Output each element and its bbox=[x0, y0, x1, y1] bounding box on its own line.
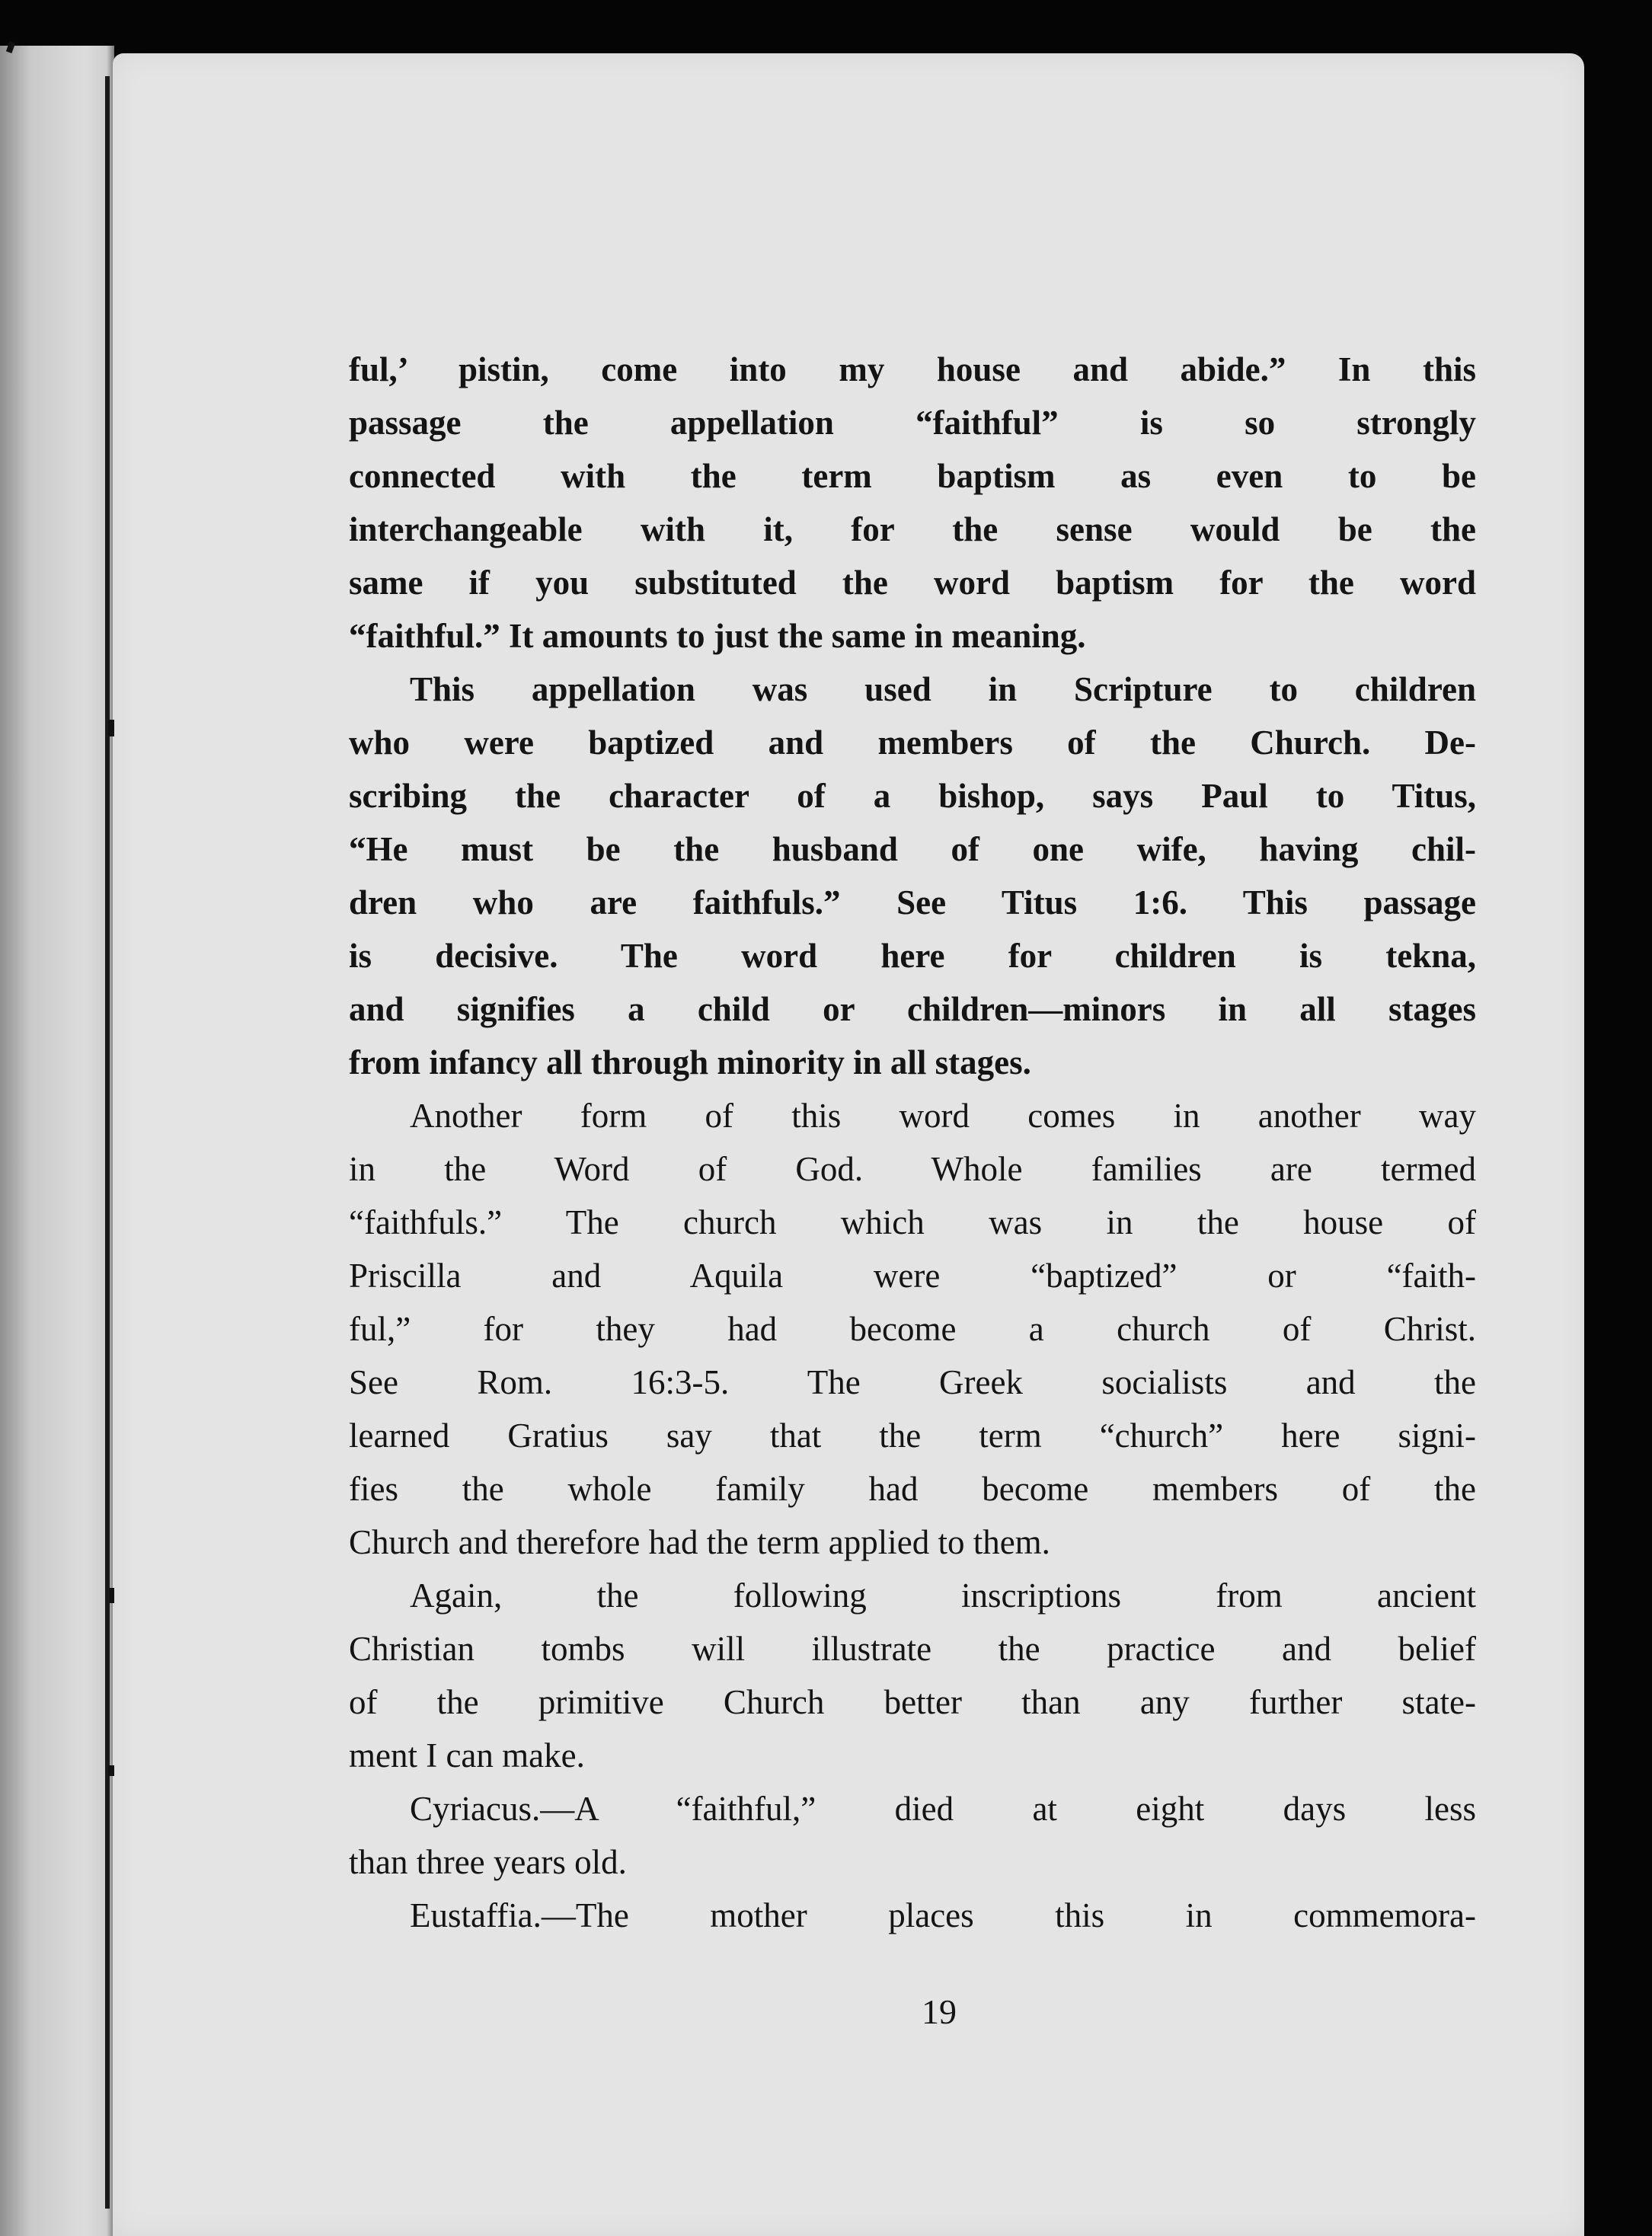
scan-artifact bbox=[108, 1765, 114, 1776]
page-body-text bbox=[349, 343, 1476, 1942]
scan-artifact bbox=[108, 720, 114, 736]
paragraph bbox=[349, 1782, 1476, 1889]
text-line: passage the appellation “faithful” is so strongly bbox=[349, 404, 1476, 442]
text-line: See Rom. 16:3-5. The Greek socialists and the bbox=[349, 1363, 1476, 1401]
text-line: ful,’ pistin, come into my house and abide.” In this bbox=[349, 350, 1476, 388]
text-line: “He must be the husband of one wife, having chil- bbox=[349, 830, 1476, 868]
scan-artifact bbox=[110, 1588, 114, 1603]
text-line: Another form of this word comes in another way bbox=[410, 1097, 1476, 1135]
paragraph bbox=[349, 663, 1476, 1089]
text-line: Priscilla and Aquila were “baptized” or “faith- bbox=[349, 1257, 1476, 1295]
text-line: “faithful.” It amounts to just the same in meaning. bbox=[349, 617, 1086, 655]
text-line: same if you substituted the word baptism for the word bbox=[349, 564, 1476, 602]
text-line: learned Gratius say that the term “church” here signi- bbox=[349, 1417, 1476, 1455]
text-line: Eustaffia.—The mother places this in commemora- bbox=[410, 1896, 1476, 1934]
paragraph bbox=[349, 343, 1476, 663]
book-page bbox=[113, 53, 1584, 2236]
text-line: connected with the term baptism as even to be bbox=[349, 457, 1476, 495]
text-line: who were baptized and members of the Church. De- bbox=[349, 724, 1476, 762]
text-line: dren who are faithfuls.” See Titus 1:6. This passage bbox=[349, 883, 1476, 922]
text-line: “faithfuls.” The church which was in the house of bbox=[349, 1203, 1476, 1241]
text-line: in the Word of God. Whole families are termed bbox=[349, 1150, 1476, 1188]
text-line: from infancy all through minority in all stages. bbox=[349, 1043, 1031, 1081]
page-number: 19 bbox=[922, 1992, 957, 2031]
text-line: of the primitive Church better than any further state- bbox=[349, 1683, 1476, 1721]
text-line: ment I can make. bbox=[349, 1736, 585, 1774]
text-line: and signifies a child or children—minors in all stages bbox=[349, 990, 1476, 1028]
text-line: Church and therefore had the term applied to them. bbox=[349, 1523, 1050, 1561]
text-line: interchangeable with it, for the sense would be the bbox=[349, 510, 1476, 548]
paragraph bbox=[349, 1569, 1476, 1782]
text-line: Again, the following inscriptions from ancient bbox=[410, 1576, 1476, 1615]
text-line: This appellation was used in Scripture to children bbox=[410, 670, 1476, 708]
text-line: is decisive. The word here for children is tekna, bbox=[349, 937, 1476, 975]
text-line: fies the whole family had become members of the bbox=[349, 1470, 1476, 1508]
text-line: scribing the character of a bishop, says Paul to Titus, bbox=[349, 777, 1476, 815]
paragraph bbox=[349, 1089, 1476, 1569]
book-binding bbox=[105, 76, 110, 2209]
text-line: Christian tombs will illustrate the practice and belief bbox=[349, 1630, 1476, 1668]
text-line: Cyriacus.—A “faithful,” died at eight days less bbox=[410, 1790, 1476, 1828]
text-line: ful,” for they had become a church of Christ. bbox=[349, 1310, 1476, 1348]
left-page-edge bbox=[0, 46, 114, 2236]
paragraph bbox=[349, 1889, 1476, 1942]
text-line: than three years old. bbox=[349, 1843, 627, 1881]
